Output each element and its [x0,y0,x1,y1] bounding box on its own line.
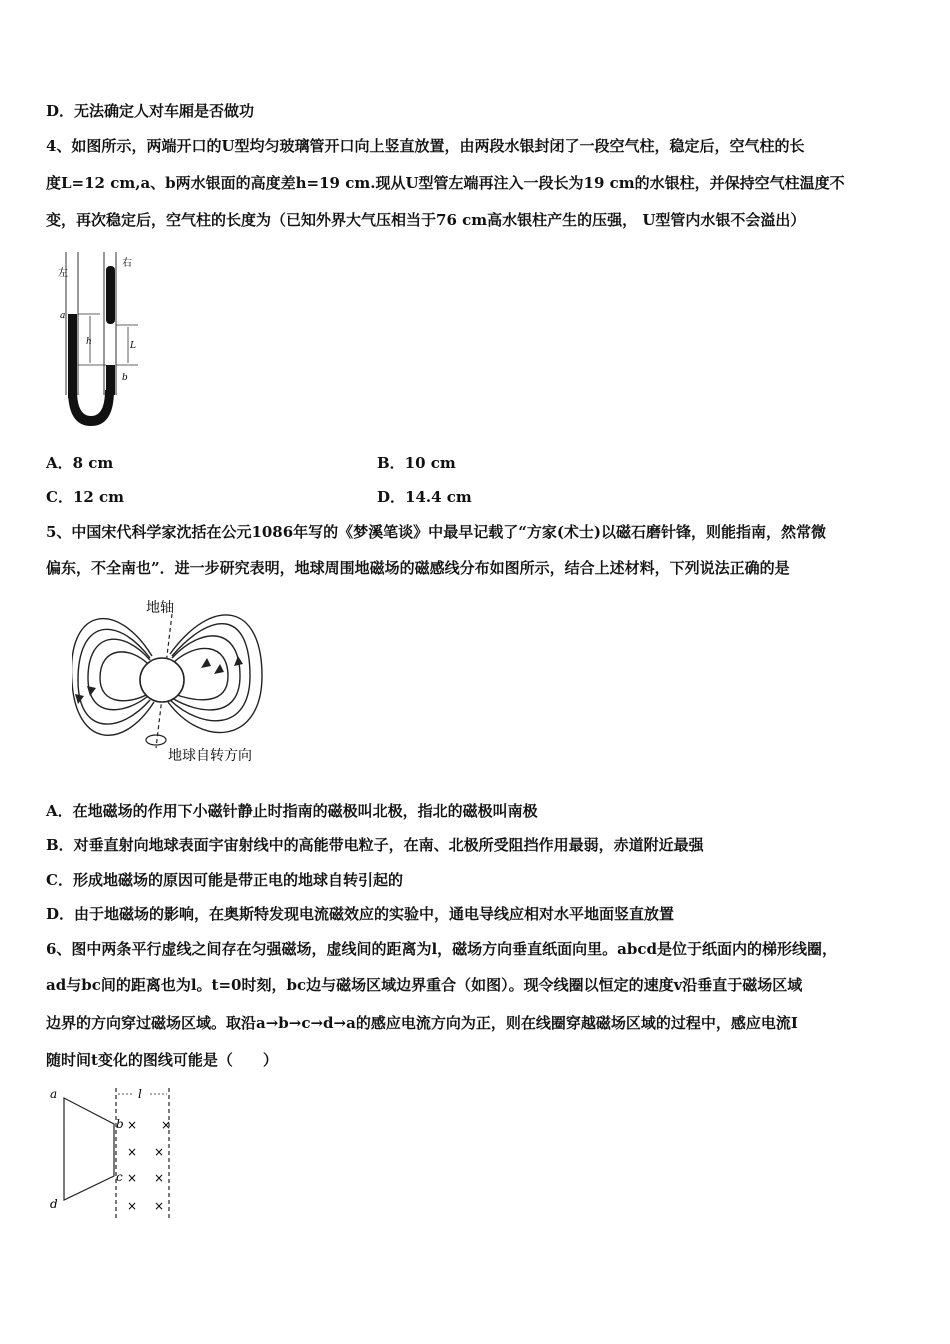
field-cross: × [161,1118,172,1132]
label-d: d [50,1197,58,1211]
trapezoid-coil [64,1098,114,1200]
label-b: b [116,1117,124,1131]
field-cross: × [154,1171,165,1185]
label-l: l [138,1087,142,1101]
q4-option-d: D．14.4 cm [377,488,472,506]
q6-text-line-4: 随时间t变化的图线可能是（ ） [46,1051,278,1069]
label-a: a [50,1087,58,1101]
q5-text-line-2: 偏东，不全南也”．进一步研究表明，地球周围地磁场的磁感线分布如图所示，结合上述材料，下列说法正确的是 [46,559,790,577]
q5-option-d: D．由于地磁场的影响，在奥斯特发现电流磁效应的实验中，通电导线应相对水平地面竖直放置 [46,905,675,923]
coil-field-figure [46,1084,186,1220]
left-mercury-column [68,314,77,398]
label-a: a [60,311,66,321]
q3-option-d: D．无法确定人对车厢是否做功 [46,102,255,120]
label-left: 左 [58,268,68,279]
q4-text-line-3: 变，再次稳定后，空气柱的长度为（已知外界大气压相当于76 cm高水银柱产生的压强， U型管内水银不会溢出） [46,211,806,229]
label-rotation-direction: 地球自转方向 [168,748,252,764]
label-h: h [86,337,92,347]
q5-option-b: B．对垂直射向地球表面宇宙射线中的高能带电粒子，在南、北极所受阻挡作用最弱，赤道附近最强 [46,836,704,854]
field-cross: × [127,1118,138,1132]
q5-text-line-1: 5、中国宋代科学家沈括在公元1086年写的《梦溪笔谈》中最早记载了“方家(术士)以磁石磨针锋，则能指南，然常微 [46,523,827,541]
bottom-mercury [68,390,114,426]
earth-circle [140,658,184,702]
q6-text-line-2: ad与bc间的距离也为l。t=0时刻，bc边与磁场区域边界重合（如图）。现令线圈以恒定的速度v沿垂直于磁场区域 [46,976,803,994]
q4-text-line-1: 4、如图所示，两端开口的U型均匀玻璃管开口向上竖直放置，由两段水银封闭了一段空气柱，稳定后，空气柱的长 [46,137,805,155]
label-right: 右 [122,258,132,269]
label-earth-axis: 地轴 [146,600,174,616]
q6-text-line-1: 6、图中两条平行虚线之间存在匀强磁场，虚线间的距离为l，磁场方向垂直纸面向里。abcd是位于纸面内的梯形线圈， [46,940,837,958]
label-c: c [116,1170,123,1184]
field-cross: × [127,1199,138,1213]
q4-option-c: C．12 cm [46,488,125,506]
q5-option-c: C．形成地磁场的原因可能是带正电的地球自转引起的 [46,871,403,889]
q6-text-line-3: 边界的方向穿过磁场区域。取沿a→b→c→d→a的感应电流方向为正，则在线圈穿越磁场区域的过程中，感应电流I [46,1014,798,1032]
field-cross: × [127,1145,138,1159]
q4-text-line-2: 度L=12 cm,a、b两水银面的高度差h=19 cm.现从U型管左端再注入一段长为19 cm的水银柱，并保持空气柱温度不 [46,174,845,192]
earth-magnetic-field-figure [72,596,282,768]
q4-option-b: B．10 cm [377,454,456,472]
q4-option-a: A．8 cm [46,454,114,472]
right-mercury-column [106,266,115,324]
q5-option-a: A．在地磁场的作用下小磁针静止时指南的磁极叫北极，指北的磁极叫南极 [46,802,538,820]
label-L: L [130,341,136,351]
u-tube-figure [48,250,158,430]
label-b: b [122,373,128,383]
field-cross: × [127,1171,138,1185]
field-cross: × [154,1145,165,1159]
field-cross: × [154,1199,165,1213]
